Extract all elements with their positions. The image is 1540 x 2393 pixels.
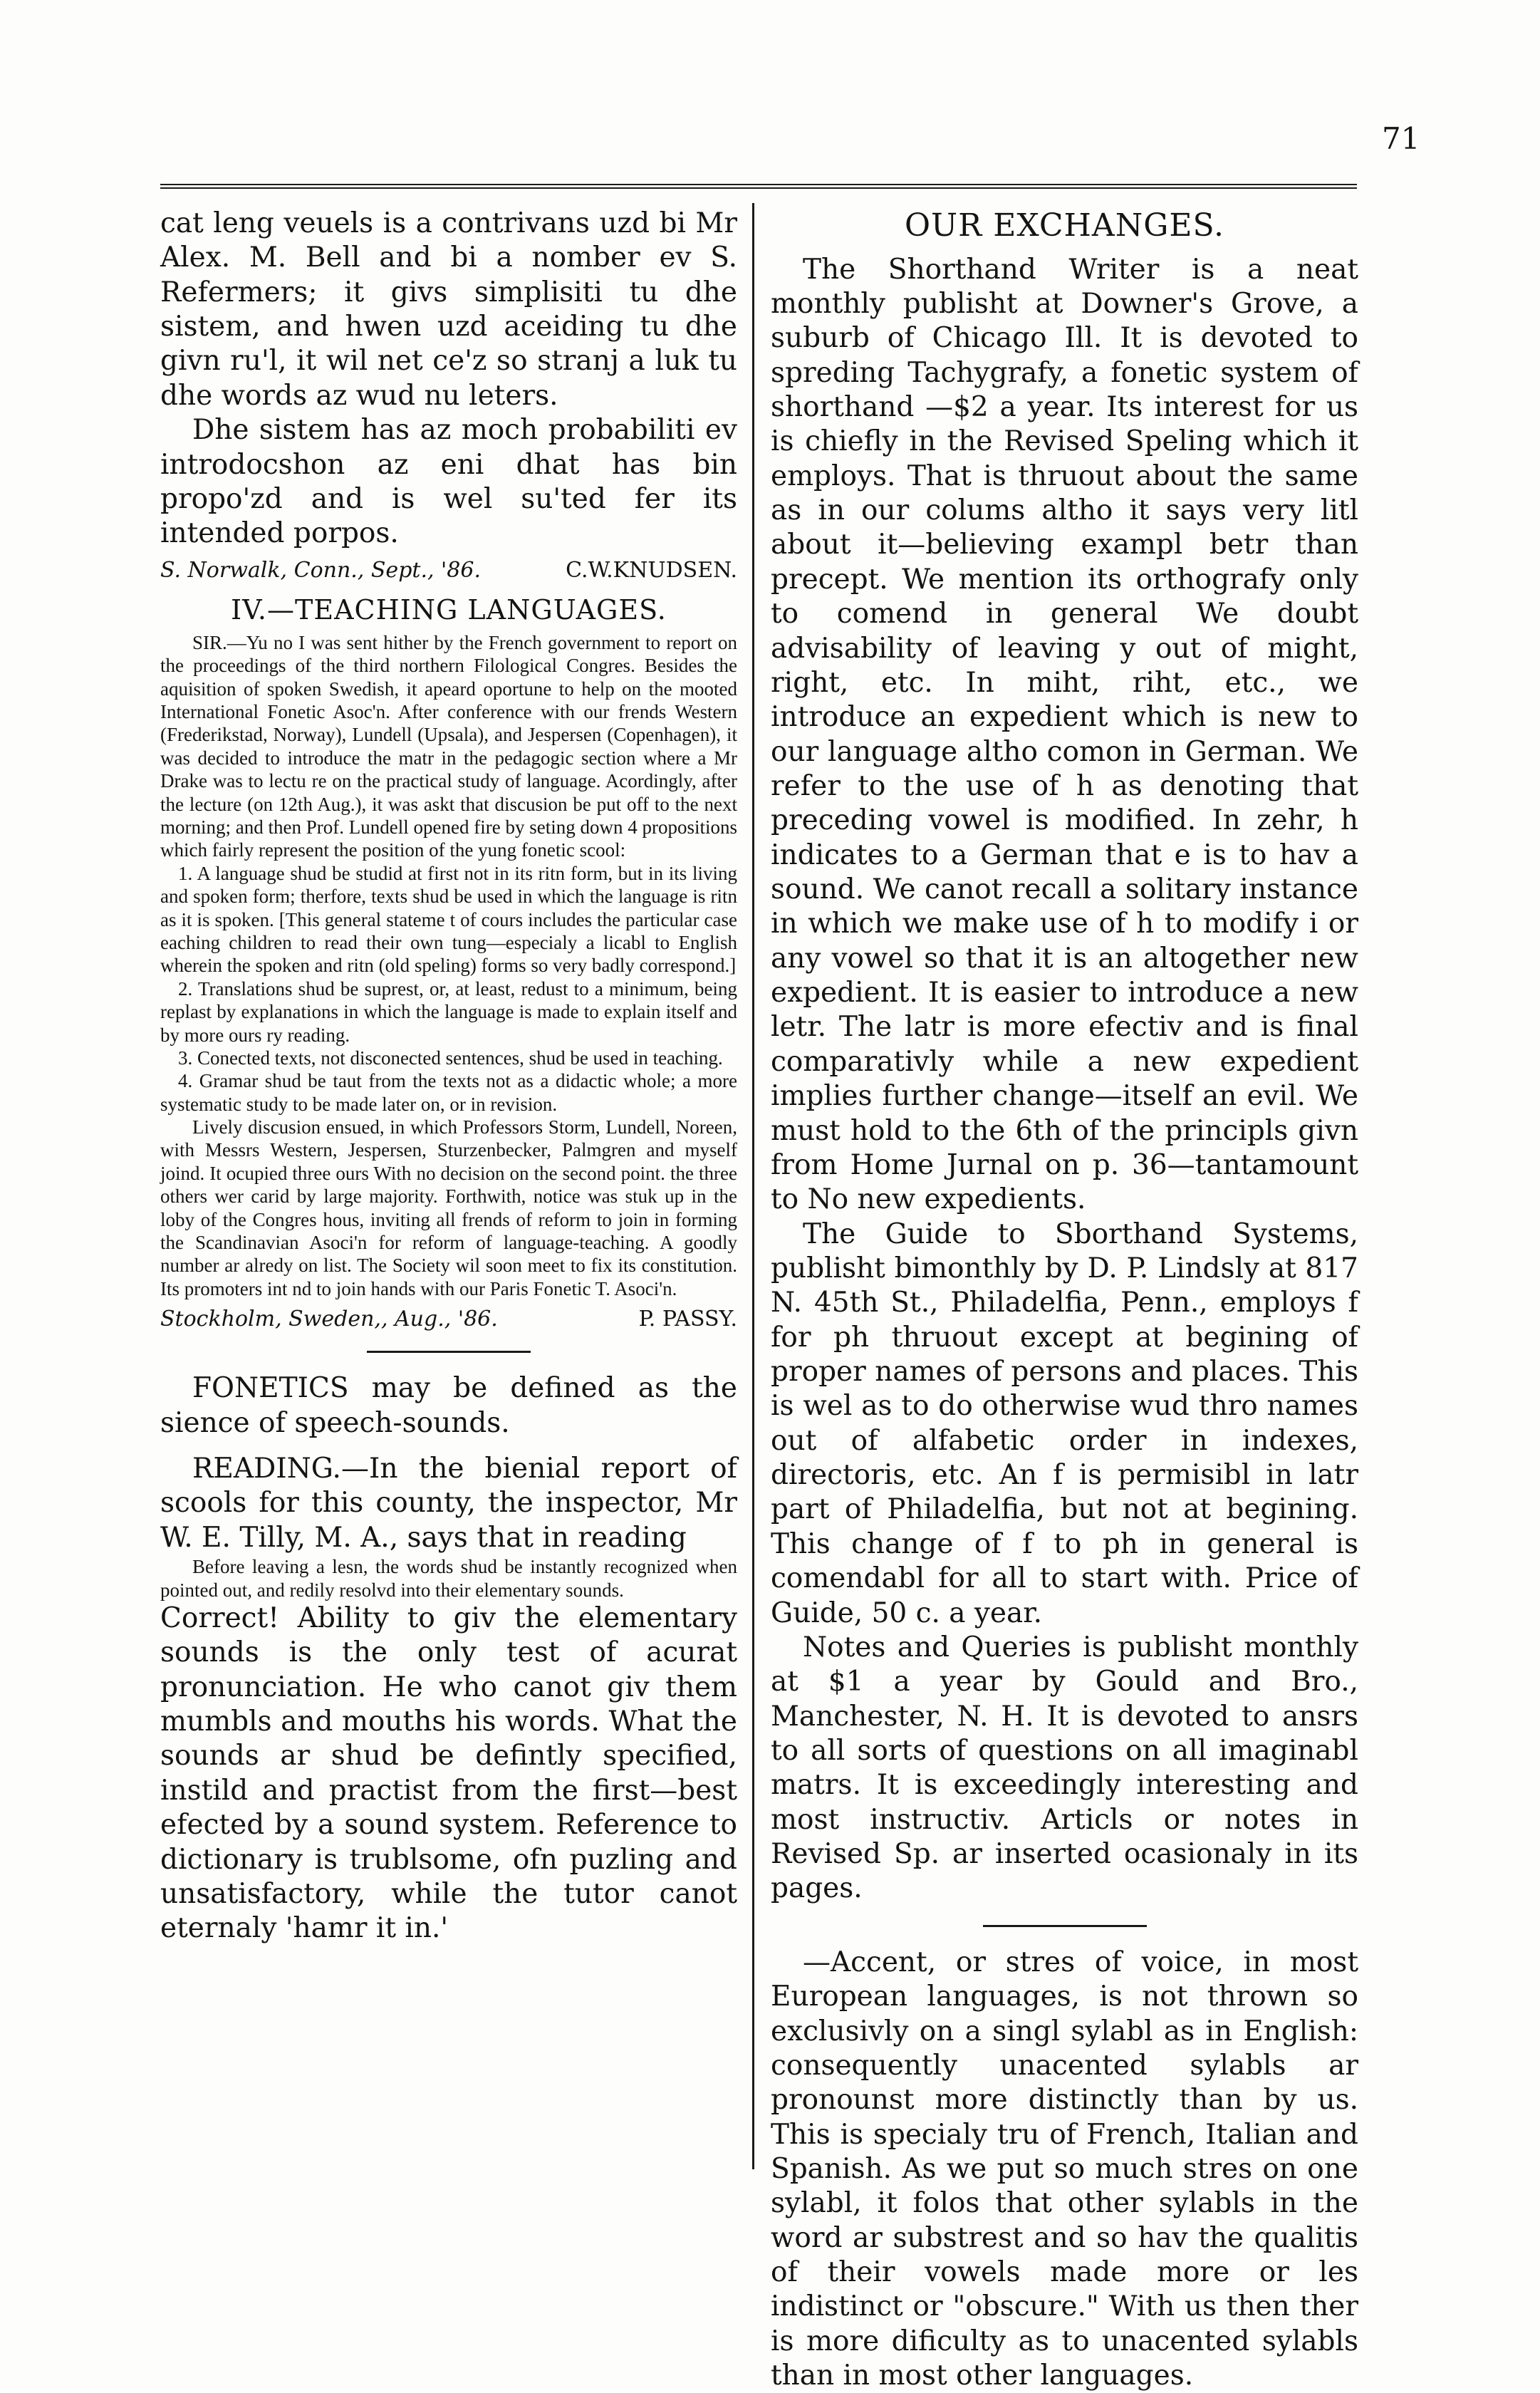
paragraph: Dhe sistem has az moch probabiliti ev introdocshon az eni dhat has bin propo'zd and is wel su'ted fer its intended porpos. bbox=[160, 414, 737, 550]
left-column bbox=[160, 207, 737, 1946]
list-item: 3. Conected texts, not disconected sentences, shud be used in teaching. bbox=[178, 1047, 723, 1069]
header-rule bbox=[160, 184, 1357, 189]
list-item: 4. Gramar shud be taut from the texts not as a didactic whole; a more systematic study to be made later on, or in revision. bbox=[160, 1070, 737, 1115]
quote: Before leaving a lesn, the words shud be instantly recognized when pointed out, and redily resolvd into their elementary sounds. bbox=[160, 1556, 737, 1601]
paragraph: The Shorthand Writer is a neat monthly publisht at Downer's Grove, a suburb of Chicago Ill. It is devoted to spreding Tachygrafy, a fonetic system of shorthand —$2 a year. Its interest for us is chiefly in the Revised Speling which it employs. That is thruout about the same as in our colums altho it says very litl about it—believing exampl betr than precept. We mention its orthografy only to comend in general We doubt advisability of leaving y out of might, right, etc. In miht, riht, etc., we introduce an expedient which is new to our language altho comon in German. We refer to the use of h as denoting that preceding vowel is modified. In zehr, h indicates to a German that e is to hav a sound. We canot recall a solitary instance in which we make use of h to modify i or any vowel so that it is an altogether new expedient. It is easier to introduce a new letr. The latr is more efectiv and is final comparativly while a new expedient implies further change—itself an evil. We must hold to the 6th of the principls givn from Home Jurnal on p. 36—tantamount to No new expedients. bbox=[771, 253, 1358, 1216]
signature-name: P. PASSY. bbox=[638, 1307, 737, 1332]
divider bbox=[367, 1351, 531, 1353]
list-item: 2. Translations shud be suprest, or, at least, redust to a minimum, being replast by explanations in which the language is made to explain itself and by more ours ry reading. bbox=[160, 977, 737, 1046]
paragraph: Correct! Ability to giv the elementary sounds is the only test of acurat pronunciation. He who canot giv them mumbls and mouths his words. What the sounds ar shud be defintly specified, instild and practist from the first—best efected by a sound system. Reference to dictionary is trublsome, ofn puzling and unsatisfactory, while the tutor canot eternaly 'hamr it in.' bbox=[160, 1602, 737, 1945]
page-number: 71 bbox=[1382, 121, 1420, 156]
paragraph: SIR.—Yu no I was sent hither by the French government to report on the proceedings of the third northern Filological Congres. Besides the aquisition of spoken Swedish, it apeard oportune to help on the mooted International Fonetic Asoc'n. After conference with our frends Western (Frederikstad, Norway), Lundell (Upsala), and Jespersen (Copenhagen), it was decided to introduce the matr in the pedagogic section where a Mr Drake was to lectu re on the practical study of language. Acordingly, after the lecture (on 12th Aug.), it was askt that discusion be put off to the next morning; and then Prof. Lundell opened fire by seting down 4 propositions which fairly represent the position of the yung fonetic scool: bbox=[160, 631, 737, 861]
signature-name: C.W.KNUDSEN. bbox=[566, 557, 737, 583]
paragraph: READING.—In the bienial report of scools for this county, the inspector, Mr W. E. Tilly, M. A., says that in reading bbox=[160, 1453, 737, 1554]
paragraph: Lively discusion ensued, in which Professors Storm, Lundell, Noreen, with Messrs Western, Jespersen, Sturzenbecker, Palmgren and myself joind. It ocupied three ours With no decision on the second point. the three others wer carid by large majority. Forthwith, notice was stuk up in the loby of the Congres hous, inviting all frends of reform to join in forming the Scandinavian Asoci'n for reform of language-teaching. A goodly number ar alredy on list. The Society wil soon meet to fix its constitution. Its promoters int nd to join hands with our Paris Fonetic T. Asoci'n. bbox=[160, 1116, 737, 1299]
divider bbox=[983, 1925, 1147, 1927]
paragraph: Notes and Queries is publisht monthly at $1 a year by Gould and Bro., Manchester, N. H. It is devoted to ansrs to all sorts of questions on all imaginabl matrs. It is exceedingly interesting and most instructiv. Articls or notes in Revised Sp. ar inserted ocasionaly in its pages. bbox=[771, 1631, 1358, 1905]
section-heading: IV.—TEACHING LANGUAGES. bbox=[231, 593, 667, 625]
signature bbox=[160, 557, 737, 583]
signature-place: S. Norwalk, Conn., Sept., '86. bbox=[160, 557, 482, 583]
paragraph: cat leng veuels is a contrivans uzd bi Mr Alex. M. Bell and bi a nomber ev S. Refermers; it givs simplisiti tu dhe sistem, and hwen uzd aceiding tu dhe givn ru'l, it wil net ce'z so stranj a luk tu dhe words az wud nu leters. bbox=[160, 207, 737, 412]
paragraph: The Guide to Sborthand Systems, publisht bimonthly by D. P. Lindsly at 817 N. 45th St., Philadelfia, Penn., employs f for ph thruout except at begining of proper names of persons and places. This is wel as to do otherwise wud thro names out of alfabetic order in indexes, directoris, etc. An f is permisibl in latr part of Philadelfia, but not at begining. This change of f to ph in general is comendabl for all to start with. Price of Guide, 50 c. a year. bbox=[771, 1218, 1358, 1629]
column-divider bbox=[752, 203, 754, 2169]
list-item: 1. A language shud be studid at first not in its ritn form, but in its living and spoken form; therfore, texts shud be used in which the language is ritn as it is spoken. [This general stateme t of cours includes the particular case eaching children to read their own tung—especialy a licabl to English wherein the spoken and ritn (old speling) forms so very badly correspond.] bbox=[160, 862, 737, 977]
signature-place: Stockholm, Sweden,, Aug., '86. bbox=[160, 1307, 498, 1332]
right-column bbox=[771, 207, 1358, 2393]
paragraph: FONETICS may be defined as the sience of speech-sounds. bbox=[160, 1372, 737, 1439]
signature bbox=[160, 1306, 737, 1332]
section-heading: OUR EXCHANGES. bbox=[904, 207, 1225, 244]
paragraph: —Accent, or stres of voice, in most European languages, is not thrown so exclusivly on a singl sylabl as in English: consequently unacented sylabls ar pronounst more distinctly than by us. This is specialy tru of French, Italian and Spanish. As we put so much stres on one sylabl, it folos that other sylabls in the word ar substrest and so hav the qualitis of their vowels made more or les indistinct or "obscure." With us then ther is more dificulty as to unacented sylabls than in most other languages. bbox=[771, 1946, 1358, 2392]
